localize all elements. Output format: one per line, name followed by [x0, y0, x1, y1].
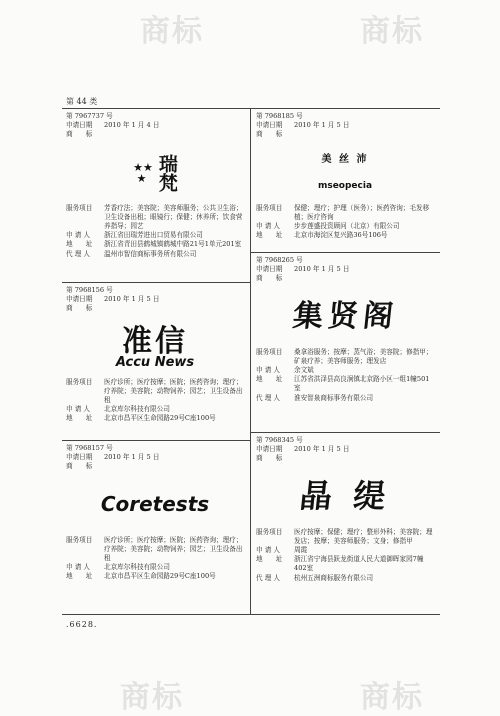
services-row — [256, 204, 434, 222]
entry-info — [66, 378, 244, 424]
address-row — [256, 375, 434, 393]
date-label: 申请日期 — [256, 265, 283, 274]
applicant-value: 浙江省田瑞芳进出口贸易有限公司 — [104, 231, 203, 240]
application-date — [66, 453, 244, 462]
entry-info — [256, 348, 434, 403]
entry-divider — [250, 432, 440, 433]
mark-label: 商 标 — [66, 304, 93, 313]
trademark-entry — [66, 444, 244, 582]
date-value: 2010 年 1 月 5 日 — [104, 295, 160, 304]
watermark: 商标 — [360, 14, 424, 49]
entry-divider — [250, 252, 440, 253]
applicant-value: 北京库尔科技有限公司 — [104, 563, 170, 572]
address-row — [256, 555, 434, 573]
applicant-label: 申 请 人 — [256, 546, 280, 555]
registration-number: 第 7968156 号 — [66, 286, 113, 294]
date-value: 2010 年 1 月 5 日 — [294, 445, 350, 454]
date-label: 申请日期 — [66, 453, 93, 462]
applicant-value: 北京库尔科技有限公司 — [104, 405, 170, 414]
logo-subtext: Accu News — [115, 355, 195, 370]
agent-row — [66, 250, 244, 259]
trademark-logo — [66, 478, 244, 532]
logo-text: Coretests — [100, 492, 210, 516]
registration-number: 第 7968157 号 — [66, 444, 113, 452]
services-value: 保健；理疗；护理（医务）；医药咨询；毛发移植；医疗咨询 — [294, 203, 430, 221]
address-label: 地 址 — [256, 231, 283, 240]
watermark: 商标 — [360, 680, 424, 715]
services-value: 医疗诊所；医疗按摩；医院；医药咨询；理疗；疗养院；美容院；动物饲养；园艺；卫生设备出租 — [104, 377, 243, 405]
services-label: 服务项目 — [256, 203, 283, 212]
application-date — [256, 121, 434, 130]
logo-subtext: mseopecia — [317, 180, 373, 191]
registration-number: 第 7967737 号 — [66, 112, 113, 120]
services-row — [66, 204, 244, 232]
entry-head — [256, 256, 434, 284]
applicant-row — [256, 222, 434, 231]
entry-divider — [62, 282, 250, 283]
address-value: 北京市昌平区生命园路29号C座100号 — [104, 572, 216, 581]
application-date — [66, 121, 244, 130]
logo-text: 集贤阁 — [290, 299, 400, 334]
application-date — [256, 265, 434, 274]
services-label: 服务项目 — [66, 535, 93, 544]
application-date — [66, 295, 244, 304]
agent-value: 杭州五洲商标服务有限公司 — [294, 573, 374, 582]
trademark-logo — [66, 146, 244, 200]
logo-text: 美 丝 沛 — [321, 153, 369, 165]
entry-head — [66, 112, 244, 140]
services-row — [66, 378, 244, 406]
logo-text: 晶 缇 — [297, 477, 393, 515]
entry-info — [66, 204, 244, 259]
address-row — [256, 231, 434, 240]
page-number: .6628. — [66, 620, 98, 629]
services-label: 服务项目 — [256, 527, 283, 536]
bottom-rule — [62, 614, 440, 615]
entry-divider — [62, 440, 250, 441]
logo-text: 准信 — [122, 324, 188, 359]
services-row — [256, 528, 434, 546]
address-row — [66, 414, 244, 423]
date-value: 2010 年 1 月 5 日 — [294, 121, 350, 130]
entry-head — [256, 112, 434, 140]
trademark-entry — [66, 112, 244, 259]
page-header: 第 44 类 — [66, 97, 98, 106]
trademark-entry — [256, 436, 434, 583]
applicant-value: 步步莲盛投资顾问（北京）有限公司 — [294, 222, 400, 231]
address-row — [66, 572, 244, 581]
address-value: 浙江省青田县鹤城镇鹤城中路21号1单元201室 — [104, 240, 242, 249]
address-value: 北京市昌平区生命园路29号C座100号 — [104, 414, 216, 423]
address-label: 地 址 — [66, 240, 93, 249]
date-label: 申请日期 — [66, 121, 93, 130]
services-value: 桑拿浴服务；按摩；蒸气浴；美容院；修指甲；矿泉疗养；美容师服务；理发店 — [294, 347, 433, 365]
column-divider — [250, 108, 251, 614]
applicant-label: 申 请 人 — [256, 222, 280, 231]
services-label: 服务项目 — [66, 377, 93, 386]
address-row — [66, 240, 244, 249]
applicant-label: 申 请 人 — [66, 231, 90, 240]
watermark: 商标 — [120, 680, 184, 715]
mark-label: 商 标 — [256, 454, 283, 463]
trademark-entry — [256, 256, 434, 403]
entry-info — [256, 528, 434, 583]
mark-label: 商 标 — [66, 130, 93, 139]
agent-row — [256, 574, 434, 583]
applicant-label: 申 请 人 — [66, 563, 90, 572]
entry-head — [66, 286, 244, 314]
address-value: 北京市海淀区复兴路36号106号 — [294, 231, 388, 240]
address-value: 江苏省洪泽县高良涧镇北京路小区一组1幢501室 — [294, 375, 430, 393]
top-rule — [62, 108, 440, 109]
mark-label: 商 标 — [256, 274, 283, 283]
address-value: 浙江省宁海县跃龙街道人民大道御晖家园7幢402室 — [294, 555, 424, 573]
registration-number: 第 7968265 号 — [256, 256, 303, 264]
address-label: 地 址 — [66, 414, 93, 423]
logo-wrap — [133, 154, 177, 192]
applicant-value: 周霞 — [294, 546, 308, 555]
logo-text: 瑞梵 — [155, 153, 178, 192]
entry-info — [256, 204, 434, 241]
star-icon: ★★ ★ — [133, 160, 153, 185]
services-value: 医疗按摩；保健；理疗；整形外科；美容院；理发店；按摩；美容师服务；文身；修指甲 — [294, 527, 433, 545]
services-label: 服务项目 — [66, 203, 93, 212]
mark-label: 商 标 — [256, 130, 283, 139]
trademark-logo — [256, 146, 434, 200]
date-label: 申请日期 — [256, 121, 283, 130]
entry-head — [256, 436, 434, 464]
date-value: 2010 年 1 月 5 日 — [294, 265, 350, 274]
agent-label: 代 理 人 — [256, 573, 280, 582]
services-row — [66, 536, 244, 564]
services-value: 医疗诊所；医疗按摩；医院；医药咨询；理疗；疗养院；美容院；动物饲养；园艺；卫生设备出租 — [104, 535, 243, 563]
agent-value: 淮安智泉商标事务有限公司 — [294, 393, 374, 402]
agent-row — [256, 394, 434, 403]
applicant-label: 申 请 人 — [66, 405, 90, 414]
date-value: 2010 年 1 月 5 日 — [104, 453, 160, 462]
registration-number: 第 7968185 号 — [256, 112, 303, 120]
entry-head — [66, 444, 244, 472]
services-value: 芳香疗法；美容院；美容师服务；公共卫生浴；卫生设备出租；眼镜行；保健；休养所；饮食营养指导；园艺 — [104, 203, 243, 231]
applicant-label: 申 请 人 — [256, 366, 280, 375]
agent-label: 代 理 人 — [256, 393, 280, 402]
trademark-entry — [256, 112, 434, 240]
trademark-logo — [256, 290, 434, 344]
registration-number: 第 7968345 号 — [256, 436, 303, 444]
trademark-logo — [66, 320, 244, 374]
entry-info — [66, 536, 244, 582]
address-label: 地 址 — [256, 375, 283, 384]
address-label: 地 址 — [66, 572, 93, 581]
mark-label: 商 标 — [66, 462, 93, 471]
services-row — [256, 348, 434, 366]
trademark-entry — [66, 286, 244, 424]
trademark-logo — [256, 470, 434, 524]
address-label: 地 址 — [256, 555, 283, 564]
applicant-row — [256, 366, 434, 375]
agent-label: 代 理 人 — [66, 249, 90, 258]
date-label: 申请日期 — [256, 445, 283, 454]
services-label: 服务项目 — [256, 347, 283, 356]
date-value: 2010 年 1 月 4 日 — [104, 121, 160, 130]
watermark: 商标 — [140, 14, 204, 49]
date-label: 申请日期 — [66, 295, 93, 304]
applicant-row — [256, 546, 434, 555]
agent-value: 温州市智信商标事务所有限公司 — [104, 249, 197, 258]
applicant-value: 余文斌 — [294, 366, 314, 375]
application-date — [256, 445, 434, 454]
